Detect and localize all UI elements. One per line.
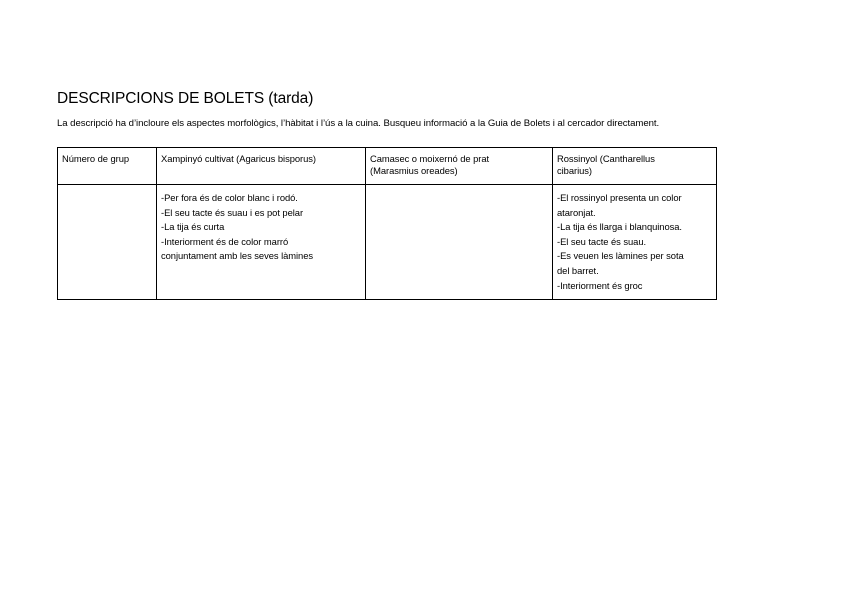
description-line: -La tija és llarga i blanquinosa. (557, 221, 682, 233)
header-line: Xampinyó cultivat (Agaricus bisporus) (161, 153, 316, 164)
description-line: conjuntament amb les seves làmines (161, 250, 314, 262)
description-line: -Interiorment és de color marró (161, 235, 289, 247)
page-title: DESCRIPCIONS DE BOLETS (tarda) (57, 90, 314, 107)
header-cell-marasmius (366, 148, 553, 185)
description-line: -Interiorment és groc (557, 279, 643, 291)
table-header-row (58, 148, 717, 185)
description-line: -El rossinyol presenta un color (557, 192, 682, 203)
cell-cantharellus-description (553, 185, 717, 300)
table-row (58, 185, 717, 300)
description-line: del barret. (557, 264, 599, 276)
description-line: -El seu tacte és suau i es pot pelar (161, 206, 304, 218)
header-line: cibarius) (557, 165, 592, 176)
header-cell-group-number (58, 148, 157, 185)
header-line: Número de grup (62, 153, 130, 164)
description-line: -Es veuen les làmines per sota (557, 250, 684, 262)
description-line: -Per fora és de color blanc i rodó. (161, 192, 298, 203)
description-line: -El seu tacte és suau. (557, 235, 647, 247)
intro-paragraph: La descripció ha d’incloure els aspectes morfològics, l’hàbitat i l’ús a la cuina. Busqueu informació a la Guia de Bolets i al cercador directament. (57, 118, 660, 129)
header-line: Rossinyol (Cantharellus (557, 153, 655, 164)
cell-agaricus-description (157, 185, 366, 300)
header-line: (Marasmius oreades) (370, 165, 458, 176)
cell-marasmius-description (366, 185, 553, 300)
description-line: -La tija és curta (161, 221, 225, 233)
header-cell-cantharellus (553, 148, 717, 185)
header-line: Camasec o moixernó de prat (370, 153, 490, 164)
cell-group-number (58, 185, 157, 300)
mushroom-table (57, 147, 717, 300)
description-line: ataronjat. (557, 206, 596, 218)
header-cell-agaricus (157, 148, 366, 185)
